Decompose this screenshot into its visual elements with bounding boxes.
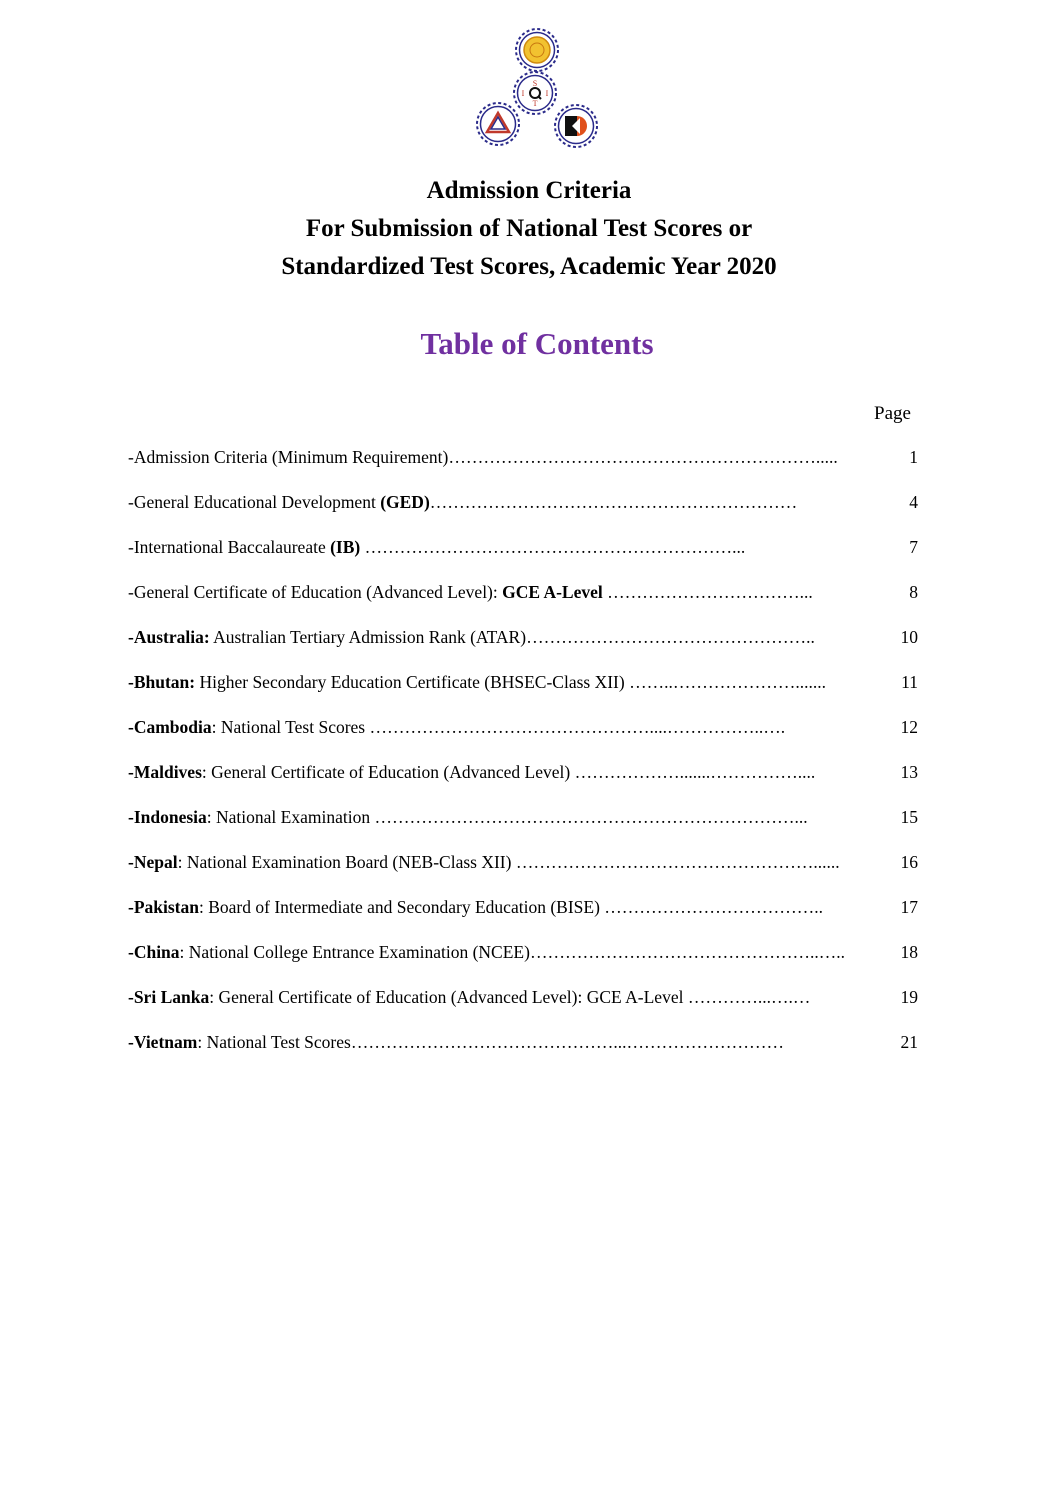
toc-page-number: 19 xyxy=(900,987,918,1007)
toc-entry-bold: -Australia: xyxy=(128,627,210,647)
toc-entry-bold: -Sri Lanka xyxy=(128,987,210,1007)
toc-dot-leader: ……………………………….. xyxy=(604,897,824,917)
toc-entry-label xyxy=(128,852,516,873)
toc-entry-suffix: : General Certificate of Education (Advanced Level): GCE A-Level xyxy=(209,987,688,1007)
toc-dot-leader: ………………………………………………………... xyxy=(364,537,746,557)
toc-entry-prefix: -General Educational Development xyxy=(128,492,381,512)
toc-entry-bold: GCE A-Level xyxy=(502,582,603,602)
toc-entry-label xyxy=(128,627,526,648)
toc-heading: Table of Contents xyxy=(420,326,654,361)
toc-entry[interactable] xyxy=(128,717,918,762)
toc-entry[interactable] xyxy=(128,852,918,897)
toc-page-number: 10 xyxy=(900,627,918,647)
toc-entry[interactable] xyxy=(128,582,918,627)
toc-entry-suffix: : National Examination Board (NEB-Class XII) xyxy=(177,852,516,872)
institute-logo xyxy=(470,22,605,154)
toc-dot-leader: ……………………………... xyxy=(607,582,813,602)
toc-dot-leader: ………………………………………………………………... xyxy=(374,807,808,827)
toc-entry-label xyxy=(128,942,530,963)
toc-page-number: 17 xyxy=(900,897,918,917)
toc-entry[interactable] xyxy=(128,897,918,942)
toc-page-number: 1 xyxy=(909,447,918,467)
toc-dot-leader: ………………………………………….. xyxy=(526,627,815,647)
toc-entry[interactable] xyxy=(128,537,918,582)
title-line-2: For Submission of National Test Scores or xyxy=(305,215,753,242)
toc-entry-suffix: Higher Secondary Education Certificate (BHSEC-Class XII) xyxy=(195,672,630,692)
toc-entry[interactable] xyxy=(128,987,918,1032)
toc-dot-leader: ………………………………………………………..... xyxy=(448,447,838,467)
toc-entry-label xyxy=(128,582,607,603)
toc-entry[interactable] xyxy=(128,807,918,852)
toc-entry[interactable] xyxy=(128,672,918,717)
toc-entry-bold: (IB) xyxy=(330,537,361,557)
toc-entry-bold: -Nepal xyxy=(128,852,178,872)
toc-entry-bold: -Pakistan xyxy=(128,897,199,917)
toc-entry-bold: -Maldives xyxy=(128,762,202,782)
right-gear-icon xyxy=(555,105,597,147)
toc-dot-leader: ……………….......…………….... xyxy=(574,762,816,782)
top-gear-icon xyxy=(516,29,558,71)
toc-entry-bold: -Cambodia xyxy=(128,717,212,737)
toc-entry-suffix: : National College Entrance Examination (NCEE) xyxy=(179,942,530,962)
toc-entry-suffix: : National Examination xyxy=(206,807,375,827)
toc-dot-leader: …………...….… xyxy=(687,987,811,1007)
toc-entry-label xyxy=(128,762,575,783)
svg-text:S: S xyxy=(532,79,538,88)
toc-entry-bold: -Bhutan: xyxy=(128,672,196,692)
toc-entry-label xyxy=(128,537,365,558)
svg-text:I: I xyxy=(521,89,525,98)
toc-entry-suffix: : National Test Scores xyxy=(211,717,370,737)
svg-text:T: T xyxy=(532,99,538,108)
toc-entry-label xyxy=(128,492,430,513)
toc-entry-prefix: -International Baccalaureate xyxy=(128,537,331,557)
toc-page-number: 7 xyxy=(909,537,918,557)
toc-page-number: 4 xyxy=(909,492,918,512)
toc-entry-bold: -Vietnam xyxy=(128,1032,198,1052)
toc-page-number: 16 xyxy=(900,852,918,872)
toc-page-number: 18 xyxy=(900,942,918,962)
toc-page-number: 11 xyxy=(901,672,918,692)
title-line-3: Standardized Test Scores, Academic Year 2020 xyxy=(281,253,777,280)
toc-page-number: 13 xyxy=(900,762,918,782)
toc-entry-prefix: -General Certificate of Education (Advanced Level): xyxy=(128,582,503,602)
toc-dot-leader: ………………………………………...……………………… xyxy=(350,1032,784,1052)
svg-text:I: I xyxy=(545,89,549,98)
toc-entry-bold: -China xyxy=(128,942,180,962)
center-gear-icon xyxy=(514,72,556,114)
toc-entry-prefix: -Admission Criteria (Minimum Requirement) xyxy=(128,447,449,467)
toc-page-number: 21 xyxy=(900,1032,918,1052)
toc-entry-suffix: Australian Tertiary Admission Rank (ATAR) xyxy=(209,627,527,647)
toc-entry[interactable] xyxy=(128,1032,918,1077)
toc-entry-bold: (GED) xyxy=(380,492,430,512)
toc-entry-label xyxy=(128,807,374,828)
toc-page-number: 8 xyxy=(909,582,918,602)
toc-entry-suffix: : Board of Intermediate and Secondary Education (BISE) xyxy=(198,897,605,917)
toc-entry[interactable] xyxy=(128,942,918,987)
document-title xyxy=(0,172,1058,286)
toc-dot-leader: …………………………………………....……………..…. xyxy=(369,717,786,737)
toc-page-number: 15 xyxy=(900,807,918,827)
toc-entry-label xyxy=(128,1032,351,1053)
toc-entry-bold: -Indonesia xyxy=(128,807,207,827)
toc-entry-label xyxy=(128,717,370,738)
toc-list xyxy=(128,447,918,1077)
toc-page-number: 12 xyxy=(900,717,918,737)
toc-entry-label xyxy=(128,987,688,1008)
toc-entry[interactable] xyxy=(128,447,918,492)
toc-entry-label xyxy=(128,897,604,918)
toc-entry-suffix: : National Test Scores xyxy=(197,1032,351,1052)
toc-entry[interactable] xyxy=(128,492,918,537)
toc-dot-leader: ……………………………………………………… xyxy=(429,492,798,512)
toc-dot-leader: ……..…………………....... xyxy=(629,672,826,692)
toc-entry-suffix: : General Certificate of Education (Advanced Level) xyxy=(201,762,575,782)
toc-dot-leader: ……………………………………………...... xyxy=(515,852,840,872)
toc-entry-label xyxy=(128,447,448,468)
left-gear-icon xyxy=(477,103,519,145)
title-line-1: Admission Criteria xyxy=(426,177,632,204)
toc-dot-leader: …………………………………………..….. xyxy=(529,942,845,962)
toc-entry-label xyxy=(128,672,629,693)
page-column-label: Page xyxy=(874,403,911,424)
toc-entry[interactable] xyxy=(128,627,918,672)
toc-entry[interactable] xyxy=(128,762,918,807)
